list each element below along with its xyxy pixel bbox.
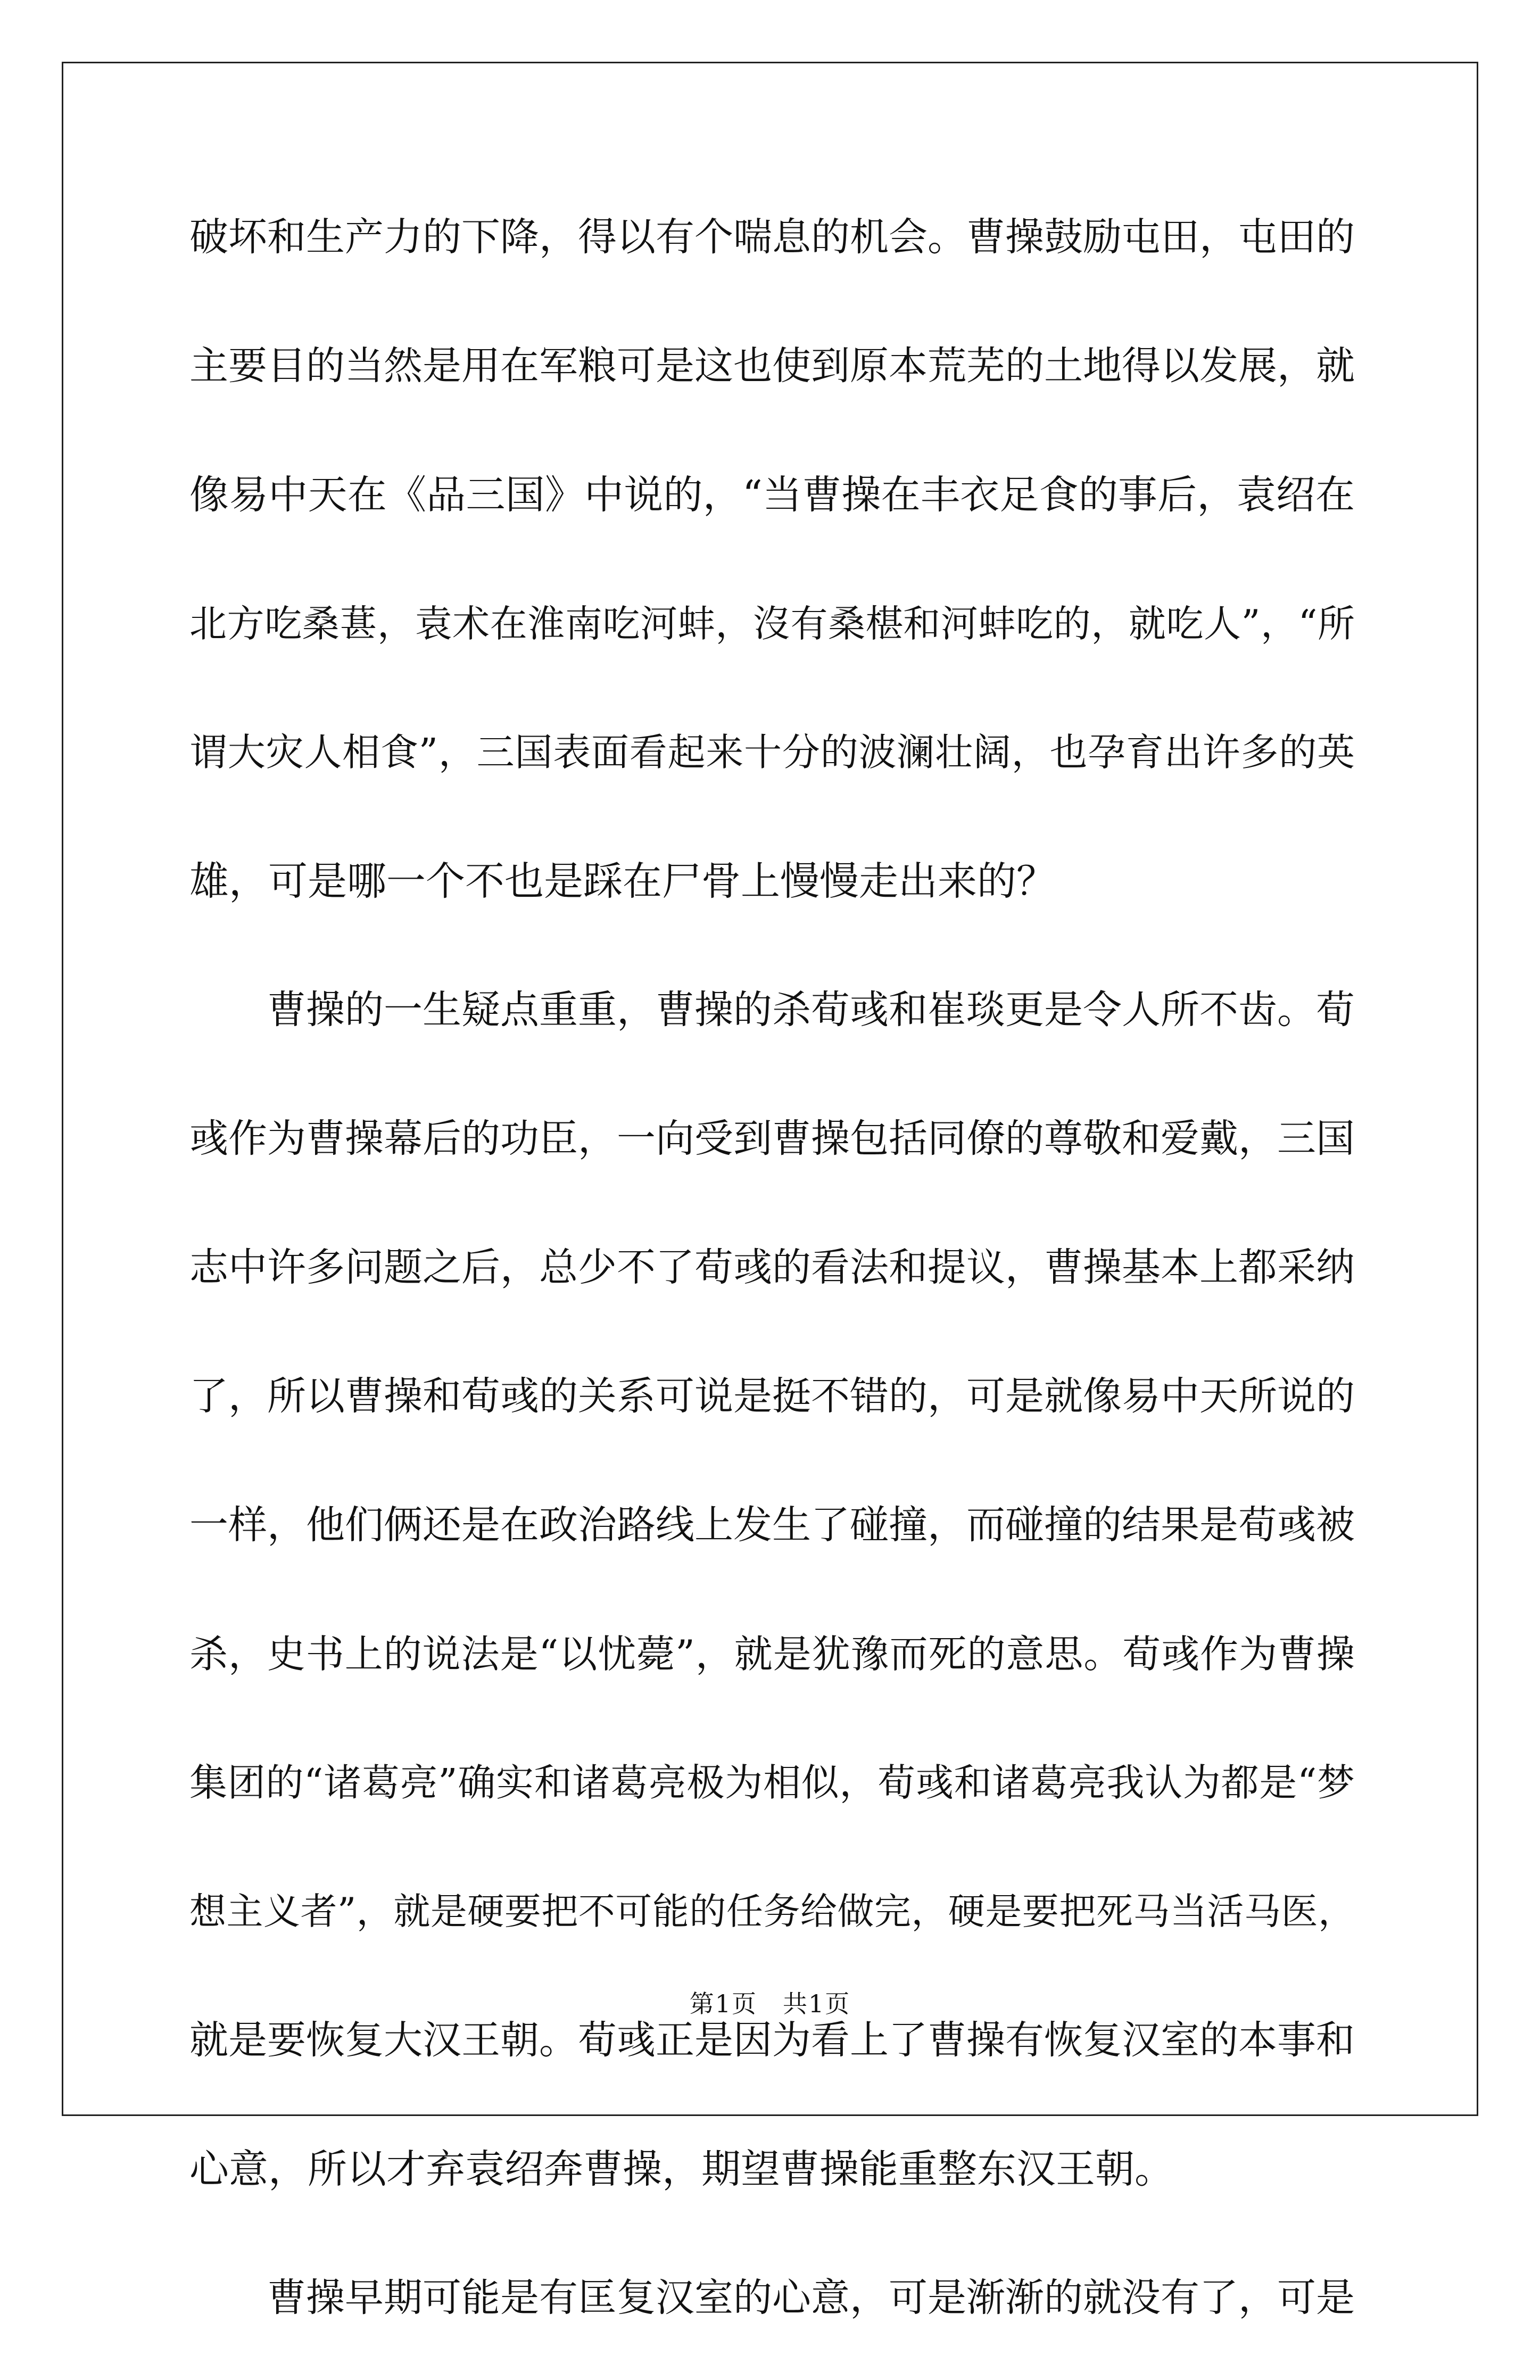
text-line: 曹操的一生疑点重重，曹操的杀荀彧和崔琰更是令人所不齿。荀 [267, 987, 1355, 1032]
text-line: 北方吃桑葚，袁术在淮南吃河蚌，沒有桑椹和河蚌吃的，就吃人”，“所 [189, 602, 1355, 646]
text-line: 雄，可是哪一个不也是踩在尸骨上慢慢走出来的？ [189, 858, 1056, 904]
text-line: 谓大灾人相食”，三国表面看起来十分的波澜壮阔，也孕育出许多的英 [189, 730, 1355, 774]
text-line: 主要目的当然是用在军粮可是这也使到原本荒芜的土地得以发展，就 [189, 343, 1355, 389]
text-line: 就是要恢复大汉王朝。荀彧正是因为看上了曹操有恢复汉室的本事和 [189, 2018, 1355, 2063]
text-line: 杀，史书上的说法是“以忧薨”，就是犹豫而死的意思。荀彧作为曹操 [189, 1632, 1355, 1676]
text-line: 彧作为曹操幕后的功臣，一向受到曹操包括同僚的尊敬和爱戴，三国 [189, 1116, 1355, 1161]
text-line: 了，所以曹操和荀彧的关系可说是挺不错的，可是就像易中天所说的 [189, 1374, 1355, 1419]
text-line: 想主义者”，就是硬要把不可能的任务给做完，硬是要把死马当活马医， [189, 1890, 1355, 1933]
text-line: 曹操早期可能是有匡复汉室的心意，可是渐渐的就没有了，可是 [267, 2275, 1355, 2320]
text-line: 集团的“诸葛亮”确实和诸葛亮极为相似，荀彧和诸葛亮我认为都是“梦 [189, 1761, 1355, 1805]
text-line: 像易中天在《品三国》中说的，“当曹操在丰衣足食的事后，袁绍在 [189, 472, 1355, 518]
text-line: 志中许多问题之后，总少不了荀彧的看法和提议，曹操基本上都采纳 [189, 1245, 1355, 1290]
text-line: 破坏和生产力的下降，得以有个喘息的机会。曹操鼓励屯田，屯田的 [189, 214, 1355, 260]
text-line: 一样，他们俩还是在政治路线上发生了碰撞，而碰撞的结果是荀彧被 [189, 1502, 1355, 1548]
document-body [189, 191, 1355, 2380]
text-line: 心意，所以才弃袁绍奔曹操，期望曹操能重整东汉王朝。 [189, 2146, 1174, 2192]
page-number-footer: 第1页 共1页 [689, 1989, 851, 2018]
